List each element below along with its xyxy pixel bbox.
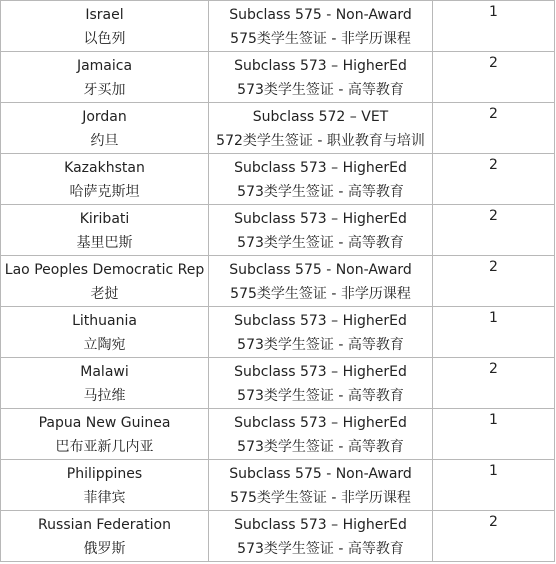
assessment-level-cell — [433, 205, 555, 256]
visa-subclass-cell — [209, 52, 433, 103]
country-cell — [1, 256, 209, 307]
visa-subclass-cell — [209, 1, 433, 52]
visa-subclass-zh: 573类学生签证 - 高等教育 — [237, 337, 404, 353]
visa-subclass-zh: 575类学生签证 - 非学历课程 — [230, 286, 411, 302]
visa-subclass-en: Subclass 572 – VET — [252, 109, 389, 125]
table-row — [1, 409, 555, 460]
visa-subclass-zh: 575类学生签证 - 非学历课程 — [230, 490, 411, 506]
assessment-level: 2 — [489, 361, 498, 377]
visa-subclass-zh: 575类学生签证 - 非学历课程 — [230, 31, 411, 47]
table-row — [1, 511, 555, 562]
country-name-en: Lithuania — [72, 313, 137, 329]
visa-subclass-zh: 573类学生签证 - 高等教育 — [237, 82, 404, 98]
country-name-en: Malawi — [80, 364, 129, 380]
country-name-en: Russian Federation — [38, 517, 171, 533]
assessment-level-cell — [433, 358, 555, 409]
visa-subclass-cell — [209, 154, 433, 205]
visa-subclass-en: Subclass 575 - Non-Award — [229, 262, 412, 278]
visa-subclass-en: Subclass 575 - Non-Award — [229, 7, 412, 23]
visa-subclass-en: Subclass 573 – HigherEd — [234, 415, 407, 431]
visa-subclass-en: Subclass 573 – HigherEd — [234, 211, 407, 227]
country-name-zh: 立陶宛 — [83, 337, 126, 353]
assessment-level: 1 — [489, 412, 498, 428]
country-name-zh: 老挝 — [90, 286, 119, 302]
table-row — [1, 256, 555, 307]
assessment-level-cell — [433, 52, 555, 103]
table-row — [1, 103, 555, 154]
assessment-level-cell — [433, 409, 555, 460]
assessment-level: 2 — [489, 514, 498, 530]
table-row — [1, 358, 555, 409]
assessment-level: 2 — [489, 55, 498, 71]
visa-subclass-en: Subclass 575 - Non-Award — [229, 466, 412, 482]
country-cell — [1, 154, 209, 205]
visa-subclass-cell — [209, 409, 433, 460]
visa-subclass-cell — [209, 358, 433, 409]
country-name-zh: 俄罗斯 — [83, 541, 126, 557]
country-cell — [1, 511, 209, 562]
country-name-en: Philippines — [66, 466, 143, 482]
table-body — [1, 1, 555, 562]
table-row — [1, 205, 555, 256]
assessment-level: 2 — [489, 208, 498, 224]
table-row — [1, 1, 555, 52]
visa-subclass-cell — [209, 307, 433, 358]
assessment-level: 1 — [489, 463, 498, 479]
country-name-zh: 以色列 — [83, 31, 126, 47]
country-name-zh: 约旦 — [90, 133, 119, 149]
assessment-level-cell — [433, 1, 555, 52]
visa-subclass-cell — [209, 205, 433, 256]
visa-subclass-en: Subclass 573 – HigherEd — [234, 58, 407, 74]
country-name-en: Israel — [85, 7, 124, 23]
assessment-level-cell — [433, 256, 555, 307]
country-name-zh: 哈萨克斯坦 — [69, 184, 140, 200]
visa-subclass-zh: 573类学生签证 - 高等教育 — [237, 388, 404, 404]
country-name-en: Kazakhstan — [64, 160, 145, 176]
country-cell — [1, 358, 209, 409]
country-cell — [1, 205, 209, 256]
country-cell — [1, 460, 209, 511]
visa-subclass-zh: 573类学生签证 - 高等教育 — [237, 439, 404, 455]
assessment-level-cell — [433, 307, 555, 358]
assessment-level-cell — [433, 154, 555, 205]
country-name-zh: 牙买加 — [83, 82, 126, 98]
assessment-level-cell — [433, 460, 555, 511]
table-row — [1, 52, 555, 103]
country-cell — [1, 1, 209, 52]
visa-subclass-en: Subclass 573 – HigherEd — [234, 517, 407, 533]
assessment-level: 1 — [489, 310, 498, 326]
visa-subclass-cell — [209, 460, 433, 511]
assessment-level: 1 — [489, 4, 498, 20]
assessment-level-cell — [433, 103, 555, 154]
assessment-level: 2 — [489, 259, 498, 275]
visa-subclass-cell — [209, 511, 433, 562]
visa-subclass-cell — [209, 256, 433, 307]
visa-subclass-en: Subclass 573 – HigherEd — [234, 160, 407, 176]
table-row — [1, 460, 555, 511]
table-row — [1, 307, 555, 358]
visa-subclass-en: Subclass 573 – HigherEd — [234, 313, 407, 329]
country-name-en: Kiribati — [79, 211, 130, 227]
assessment-level: 2 — [489, 157, 498, 173]
assessment-level: 2 — [489, 106, 498, 122]
country-cell — [1, 307, 209, 358]
visa-subclass-en: Subclass 573 – HigherEd — [234, 364, 407, 380]
country-name-en: Lao Peoples Democratic Rep — [4, 262, 205, 278]
visa-subclass-zh: 573类学生签证 - 高等教育 — [237, 184, 404, 200]
country-name-zh: 基里巴斯 — [76, 235, 133, 251]
country-name-en: Jamaica — [76, 58, 133, 74]
assessment-level-cell — [433, 511, 555, 562]
table-row — [1, 154, 555, 205]
country-cell — [1, 52, 209, 103]
country-name-zh: 菲律宾 — [83, 490, 126, 506]
visa-subclass-cell — [209, 103, 433, 154]
visa-subclass-zh: 573类学生签证 - 高等教育 — [237, 541, 404, 557]
country-name-zh: 马拉维 — [83, 388, 126, 404]
country-name-en: Papua New Guinea — [38, 415, 171, 431]
country-cell — [1, 103, 209, 154]
visa-subclass-zh: 573类学生签证 - 高等教育 — [237, 235, 404, 251]
country-name-zh: 巴布亚新几内亚 — [55, 439, 154, 455]
country-name-en: Jordan — [82, 109, 127, 125]
visa-subclass-zh: 572类学生签证 - 职业教育与培训 — [216, 133, 425, 149]
country-cell — [1, 409, 209, 460]
